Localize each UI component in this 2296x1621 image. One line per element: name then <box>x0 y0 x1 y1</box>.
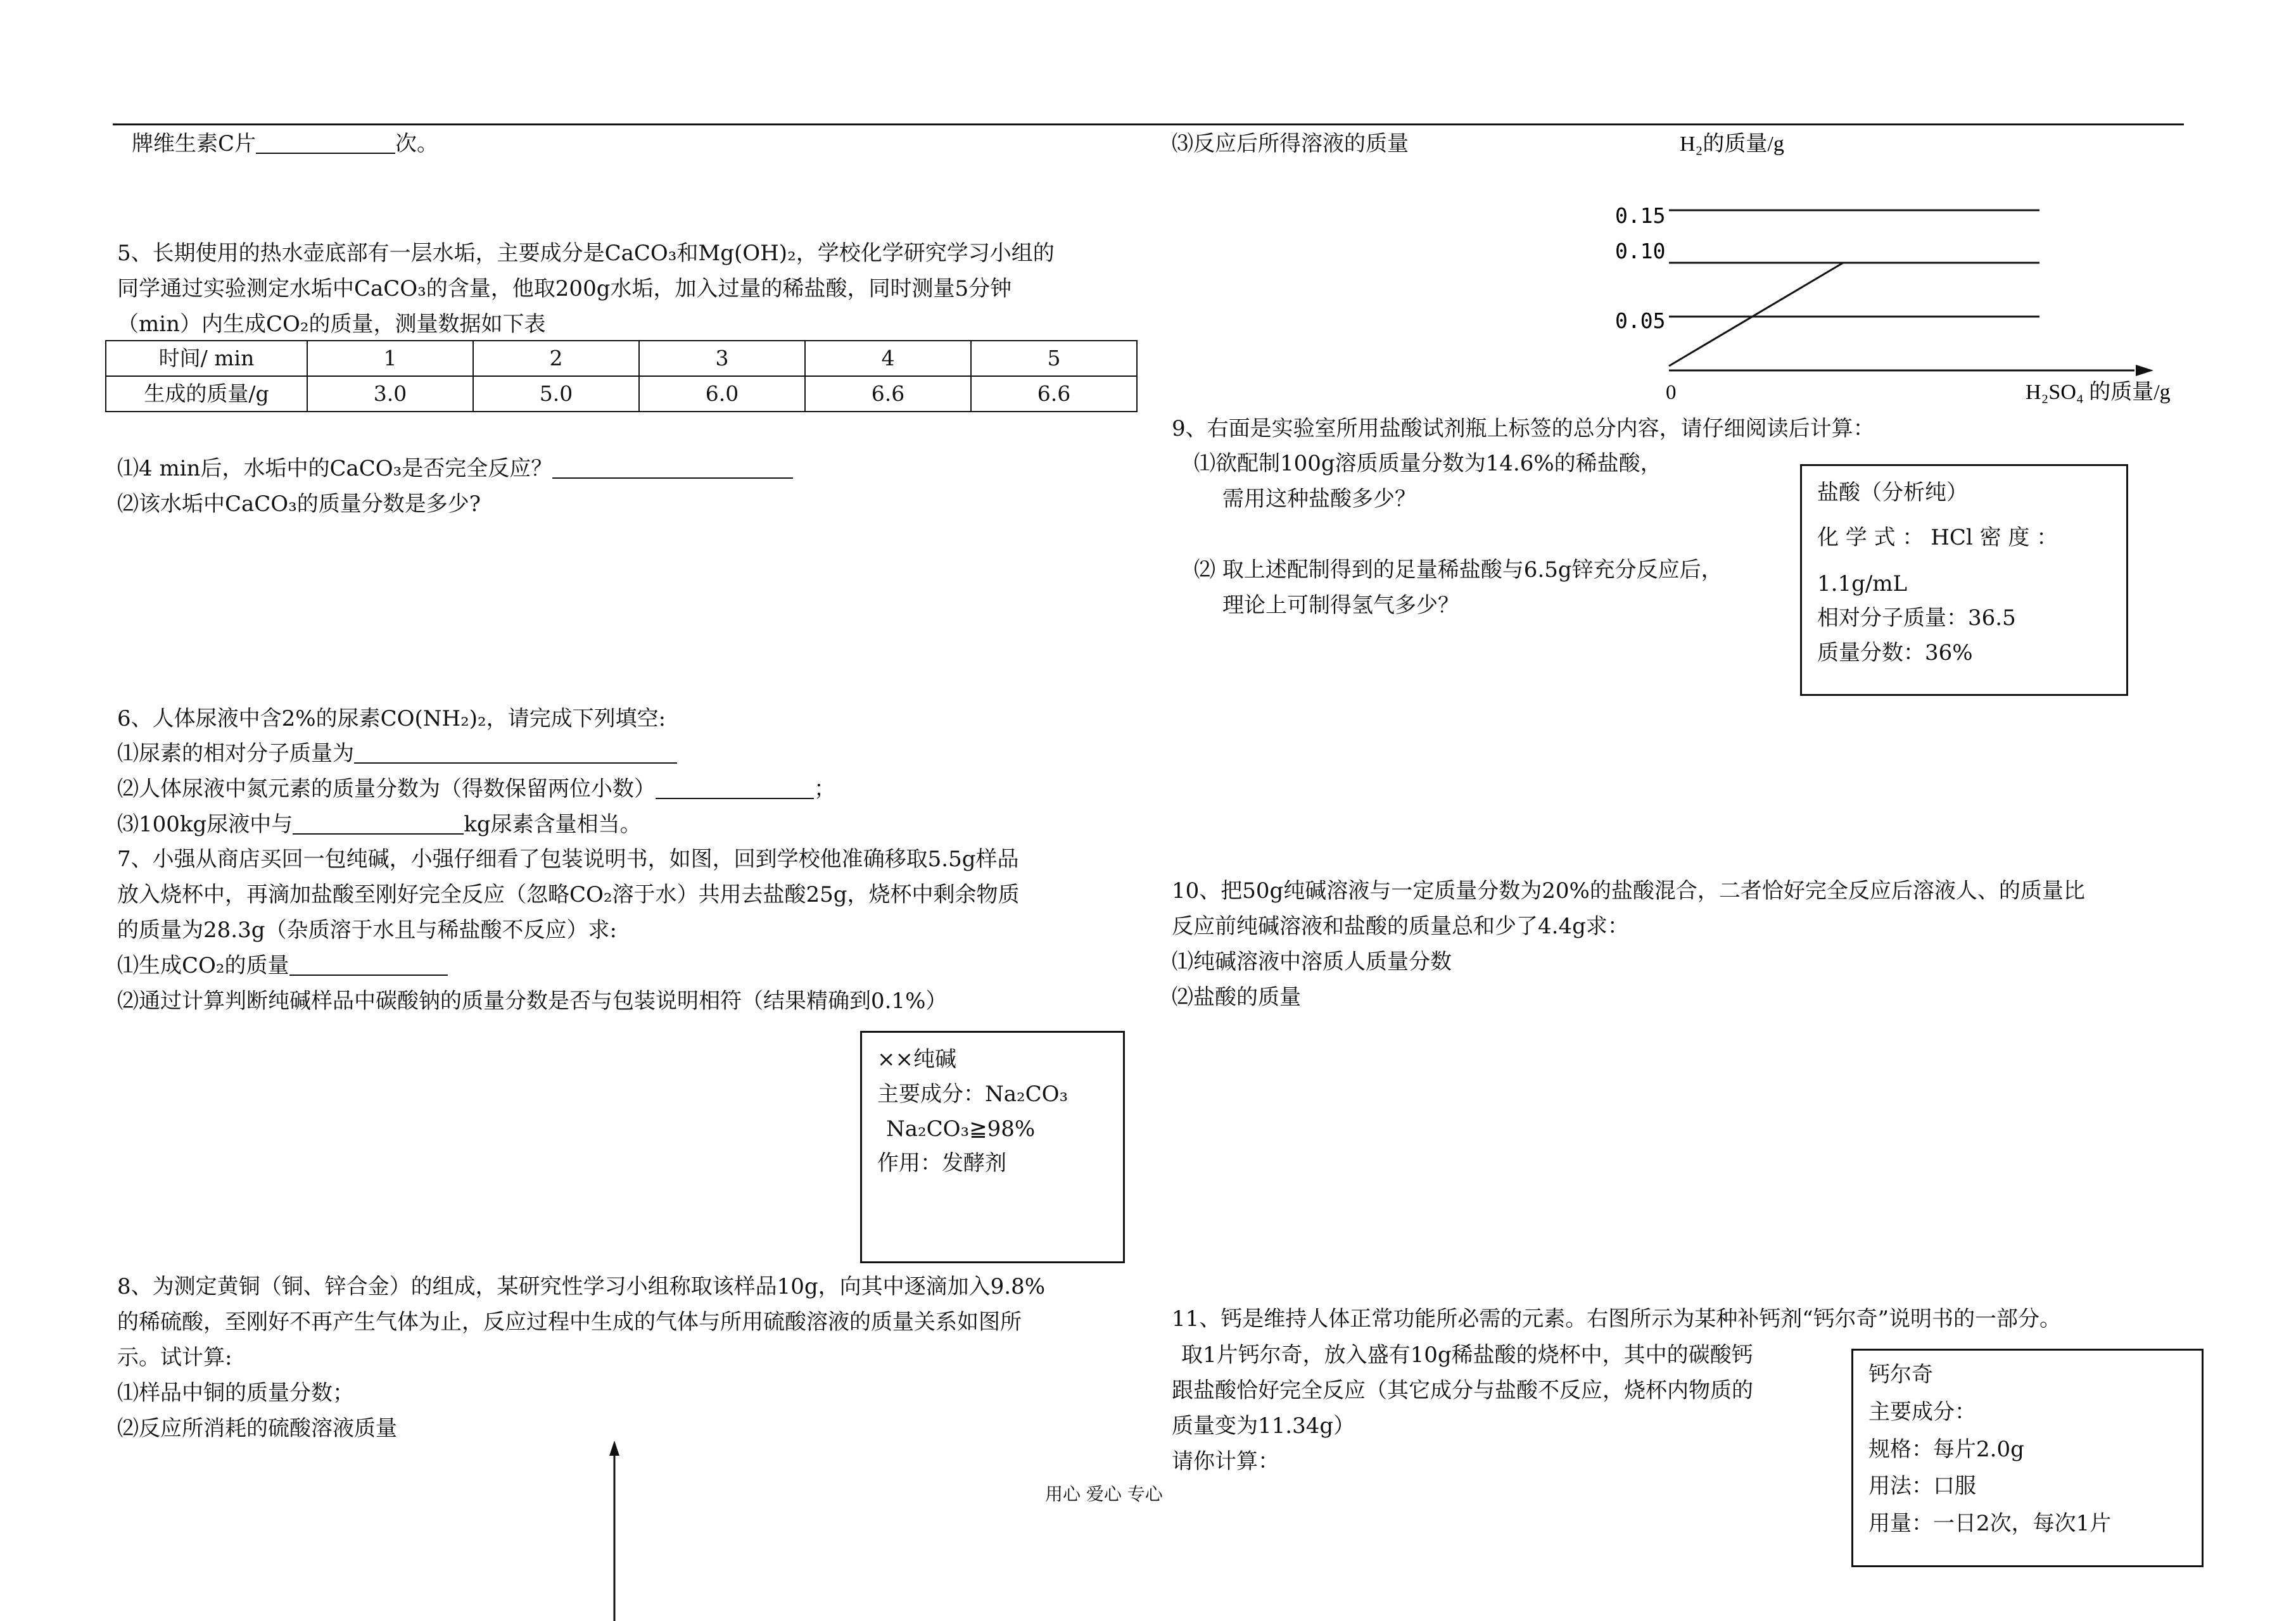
table-cell: 6.6 <box>805 376 971 412</box>
table-cell: 生成的质量/g <box>106 376 307 412</box>
q11-text-2: 跟盐酸恰好完全反应（其它成分与盐酸不反应，烧杯内物质的 <box>1172 1378 1753 1403</box>
q11-text-3: 质量变为11.34g） <box>1172 1413 1355 1439</box>
hcl-label-box <box>1800 464 2128 696</box>
answer-blank[interactable] <box>354 741 677 764</box>
q11-text-4: 请你计算： <box>1172 1449 1279 1474</box>
q9-sub-2a: ⑵ 取上述配制得到的足量稀盐酸与6.5g锌充分反应后， <box>1194 557 1723 583</box>
h2-mass-chart <box>1609 127 2242 412</box>
q7-sub-1: ⑴生成CO₂的质量 <box>117 953 448 979</box>
q8-line-2: 的稀硫酸，至刚好不再产生气体为止，反应过程中生成的气体与所用硫酸溶液的质量关系如图所 <box>117 1309 1022 1335</box>
q5-line-2: 同学通过实验测定水垢中CaCO₃的含量，他取200g水垢，加入过量的稀盐酸，同时测量5分钟 <box>117 276 1012 301</box>
table-cell: 3.0 <box>307 376 473 412</box>
table-cell: 6.0 <box>639 376 805 412</box>
answer-blank[interactable] <box>289 953 448 976</box>
axis-arrow-fragment <box>602 1441 627 1621</box>
label-line: 用法：口服 <box>1868 1473 1976 1499</box>
q5-sub-1: ⑴4 min后，水垢中的CaCO₃是否完全反应？ <box>117 456 793 482</box>
q7-line-1: 7、小强从商店买回一包纯碱，小强仔细看了包装说明书，如图，回到学校他准确移取5.5g样品 <box>117 847 1019 872</box>
q9-line: 9、右面是实验室所用盐酸试剂瓶上标签的总分内容，请仔细阅读后计算： <box>1172 416 1875 441</box>
q8-sub-1: ⑴样品中铜的质量分数； <box>117 1380 354 1406</box>
table-row <box>106 341 1137 376</box>
q9-sub-1b: 需用这种盐酸多少？ <box>1222 486 1416 512</box>
table-cell: 2 <box>473 341 639 376</box>
x-origin-label: 0 <box>1666 381 1677 404</box>
q8-sub-2: ⑵反应所消耗的硫酸溶液质量 <box>117 1416 397 1441</box>
label-line: 1.1g/mL <box>1817 571 1908 596</box>
q8-line-1: 8、为测定黄铜（铜、锌合金）的组成，某研究性学习小组称取该样品10g，向其中逐滴加入9.8% <box>117 1274 1046 1299</box>
q10-line-2: 反应前纯碱溶液和盐酸的质量总和少了4.4g求： <box>1172 914 1629 939</box>
label-line: 主要成分： <box>1868 1399 1976 1425</box>
top-rule <box>113 123 2184 125</box>
q11-line: 11、钙是维持人体正常功能所必需的元素。右图所示为某种补钙剂“钙尔奇”说明书的一部分。 <box>1172 1306 2062 1332</box>
table-cell: 3 <box>639 341 805 376</box>
q9-sub-2b: 理论上可制得氢气多少？ <box>1222 593 1459 618</box>
label-line: 主要成分：Na₂CO₃ <box>877 1081 1069 1107</box>
q10-sub-1: ⑴纯碱溶液中溶质人质量分数 <box>1172 949 1452 974</box>
q5-line-1: 5、长期使用的热水壶底部有一层水垢，主要成分是CaCO₃和Mg(OH)₂，学校化学研究学习小组的 <box>117 241 1055 266</box>
q7-sub-2: ⑵通过计算判断纯碱样品中碳酸钠的质量分数是否与包装说明相符（结果精确到0.1%） <box>117 988 948 1014</box>
label-line: ××纯碱 <box>877 1047 956 1072</box>
answer-blank[interactable] <box>256 131 395 154</box>
y-tick-label: 0.05 <box>1615 308 1666 333</box>
q6-sub-2: ⑵人体尿液中氮元素的质量分数为（得数保留两位小数） ； <box>117 776 835 802</box>
label-line: 钙尔奇 <box>1868 1362 1933 1387</box>
label-line: 盐酸（分析纯） <box>1817 480 1968 505</box>
label-line: 规格：每片2.0g <box>1868 1436 2024 1462</box>
label-line: 作用：发酵剂 <box>877 1151 1006 1176</box>
table-cell: 4 <box>805 341 971 376</box>
q5-sub-2: ⑵该水垢中CaCO₃的质量分数是多少? <box>117 491 481 517</box>
label-line: 质量分数：36% <box>1817 640 1973 666</box>
q7-line-3: 的质量为28.3g（杂质溶于水且与稀盐酸不反应）求: <box>117 918 617 943</box>
table-cell: 5.0 <box>473 376 639 412</box>
q6-sub-1: ⑴尿素的相对分子质量为 <box>117 741 677 767</box>
series-line <box>1669 263 1843 366</box>
y-tick-label: 0.15 <box>1615 203 1666 228</box>
chart-ylabel: H₂的质量/g <box>1680 132 1784 156</box>
calcium-label-box <box>1851 1349 2204 1567</box>
q6-line: 6、人体尿液中含2%的尿素CO(NH₂)₂，请完成下列填空: <box>117 706 666 731</box>
table-row <box>106 376 1137 412</box>
label-line: 化 学 式 ： HCl 密 度 ： <box>1817 524 2058 550</box>
q9-sub-1a: ⑴欲配制100g溶质质量分数为14.6%的稀盐酸， <box>1194 451 1662 476</box>
label-line: 用量：一日2次，每次1片 <box>1868 1511 2112 1537</box>
table-cell: 1 <box>307 341 473 376</box>
table-cell: 时间/ min <box>106 341 307 376</box>
q11-text-1: 取1片钙尔奇，放入盛有10g稀盐酸的烧杯中，其中的碳酸钙 <box>1181 1342 1753 1368</box>
q7-line-2: 放入烧杯中，再滴加盐酸至刚好完全反应（忽略CO₂溶于水）共用去盐酸25g，烧杯中剩余物质 <box>117 882 1020 907</box>
q8-line-3: 示。试计算: <box>117 1345 232 1370</box>
soda-label-box <box>860 1031 1125 1263</box>
chart-xlabel: H₂SO₄ 的质量/g <box>2026 381 2171 404</box>
table-cell: 6.6 <box>971 376 1137 412</box>
q6-sub-3: ⑶100kg尿液中与 kg尿素含量相当。 <box>117 812 642 837</box>
label-line: 相对分子质量：36.5 <box>1817 605 2016 631</box>
label-line: Na₂CO₃≧98% <box>886 1116 1036 1142</box>
q5-data-table <box>105 340 1138 412</box>
top-line: 牌维生素C片 次。 <box>132 131 439 156</box>
answer-blank[interactable] <box>293 812 464 835</box>
q5-line-3: （min）内生成CO₂的质量，测量数据如下表 <box>117 312 546 337</box>
page-footer: 用心 爱心 专心 <box>1045 1484 1163 1504</box>
q10-sub-2: ⑵盐酸的质量 <box>1172 985 1301 1010</box>
y-tick-label: 0.10 <box>1615 239 1666 263</box>
x-axis-arrow <box>2136 365 2153 376</box>
answer-blank[interactable] <box>656 776 814 799</box>
table-cell: 5 <box>971 341 1137 376</box>
q10-line-1: 10、把50g纯碱溶液与一定质量分数为20%的盐酸混合，二者恰好完全反应后溶液人、的质量比 <box>1172 878 2085 904</box>
answer-blank[interactable] <box>552 456 793 479</box>
q8-sub-3: ⑶反应后所得溶液的质量 <box>1172 131 1409 156</box>
